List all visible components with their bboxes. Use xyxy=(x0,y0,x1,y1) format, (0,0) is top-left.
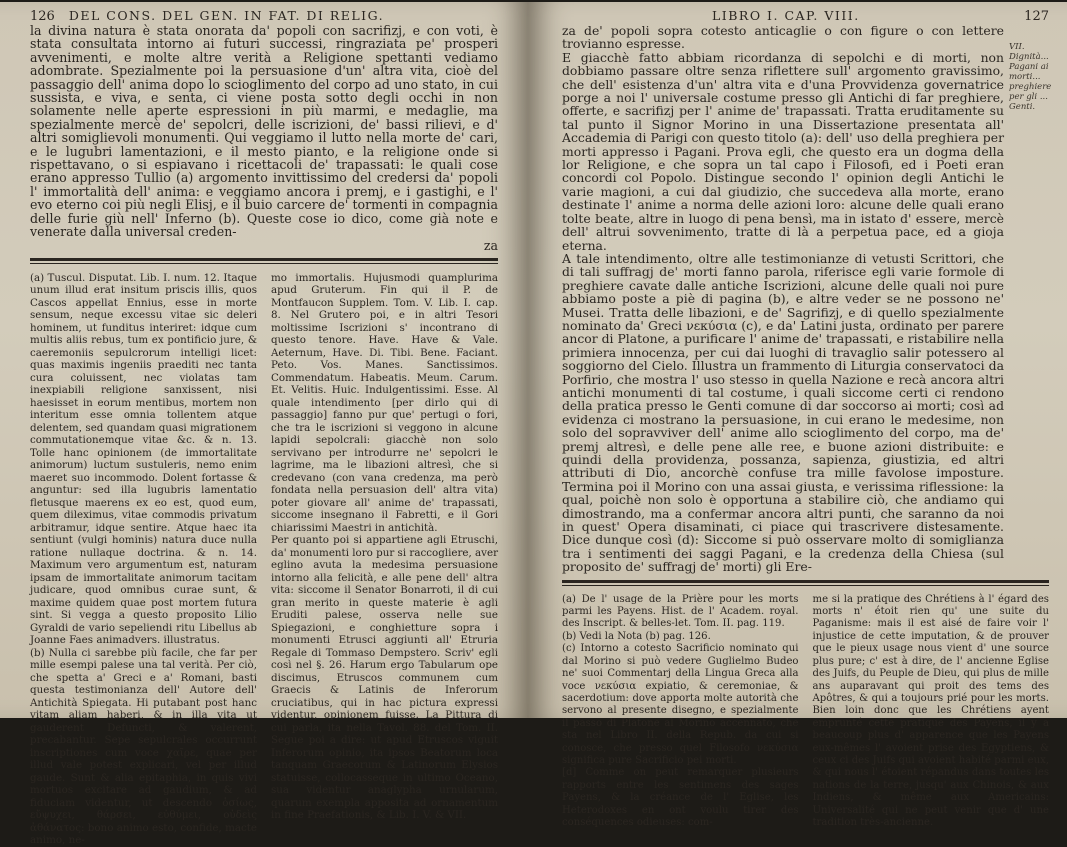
right-page-number: 127 xyxy=(1024,9,1049,24)
left-footnote-column-1 xyxy=(30,272,257,847)
left-catchword: za xyxy=(483,237,498,253)
left-footnote-text-1: (a) Tuscul. Disputat. Lib. I. num. 12. Itaque unum illud erat insitum priscis illis, quos Cascos appellat Ennius, esse in morte sensum, neque excessu vitae sic deleri hominem, ut funditus interiret: idque cum multis aliis rebus, tum ex pontificio jure, & caeremoniis sepulcrorum intelligi licet: quas maximis ingeniis praediti nec tanta cura coluissent, nec violatas tam inexpiabili religione sanxissent, nisi haesisset in eorum mentibus, mortem non interitum esse omnia tollentem atque delentem, sed quandam quasi migrationem commutationemque vitae &c. & n. 13. Tolle hanc opinionem (de immortalitate animorum) luctum sustuleris, nemo enim maeret suo incommodo. Dolent fortasse & anguntur: sed illa lugubris lamentatio fletusque maerens ex eo est, quod eum, quem dileximus, vitae commodis privatum arbitramur, idque sentire. Atque haec ita sentiunt (vulgi hominis) natura duce nulla ratione nullaque doctrina. & n. 14. Maximum vero argumentum est, naturam ipsam de immortalitate animorum tacitam judicare, quod omnibus curae sunt, & maxime quidem quae post mortem futura sint. Si vegga a questo proposito Lilio Gyraldi de vario sepeliendi ritu Libellus ab Joanne Faes animadvers. illustratus. (b) Nulla ci sarebbe più facile, che far per mille esempi palese una tal verità. Per ciò, che spetta a' Greci e a' Romani, basti questa testimonianza dell' Autore dell' Antichità Spiegata. Hi putabant post hanc vitam aliam haberi, & in illa vita ut gauderent Defuncti, & valerent, precabantur. Sepe sepulcrales occurrunt inscriptiones cum voce χαῖρε, quae per illud vale potest explicari, vel per illud gaude. Sunt & alia epitaphia, in quis vivi mortuos excitare ad gaudium, & ad fiduciam videntur, ut descendo ὁσίως, εὔψυχει, θάρσει, εὐθύμει, οὐδεὶς ἀθάνατος: bono animo esto, confide, macte animo, ne- xyxy=(30,271,257,847)
right-footnote-column-2 xyxy=(813,594,1050,830)
left-head-title: DEL CONS. DEL GEN. IN FAT. DI RELIG. xyxy=(68,8,385,23)
right-running-head xyxy=(562,8,1049,24)
right-body-paragraph: za de' popoli sopra cotesto anticaglie o con figure o con lettere trovianno espresse. E giacchè fatto abbiam ricordanza di sepolchi e di morti, non dobbiamo passare oltre senza riflettere sull' argomento gravissimo, che dell' esistenza d'un' altra vita e d'una Provvidenza governatrice porge a noi l' universale costume presso gli Antichi di far preghiere, offerte, e sacrifizj per l' anime de' trapassati. Tratta eruditamente su tal punto il Signor Morino in una Dissertazione presentata all' Accademia di Parigi con questo titolo (a): dell' uso della preghiera per morti appresso i Pagani. Prova egli, che questo era un dogma della lor Religione, e che sopra un tal capo i Filosofi, ed i Poeti eran concordi col Popolo. Distingue secondo l' opinion degli Antichi le varie magioni, a cui dal giudizio, che succedeva alla morte, erano destinate l' anime a norma delle azioni loro: alcune delle quali erano tolte beate, altre in luogo di pena bensì, ma in istato d' essere, mercè dell' altrui sovvenimento, tratte di là a perpetua pace, ed a gioja eterna. A tale intendimento, oltre alle testimonianze di vetusti Scrittori, che di tali suffragj de' morti fanno parola, riferisce egli varie formole di preghiere cavate dalle antiche Iscrizioni, alcune delle quali noi pure abbiamo poste a piè di pagina (b), e altre veder se ne possono ne' Musei. Tratta delle libazioni, e de' Sagrifizj, e di quello spezialmente nominato da' Greci νεκύσια (c), e da' Latini justa, ordinato per parere ancor di Platone, a purificare l' anime de' trapassati, e ristabilire nella primiera innocenza, per cui dai luoghi di travaglio salir potessero al soggiorno del Cielo. Illustra un frammento di Liturgia conservatoci da Porfirio, che mostra l' uso stesso in quella Nazione e recà ancora altri antichi monumenti di tal costume, i quali siccome certi ci rendono della pratica presso le Genti comune di dar soccorso ai morti; così ad evidenza ci mostrano la persuasione, in cui erano le medesime, non solo del sopravviver dell' anime allo scioglimento del corpo, ma de' premj altresì, e delle pene alle ree, e buone azioni distribuite: e quindi della providenza, possanza, sapienza, giustizia, ed altri attributi di Dio, ancorchè confuse tra mille favolose imposture. Termina poi il Morino con una assai giusta, e verissima riflessione: la qual, poichè non solo è opportuna a stabilire ciò, che andiamo qui dimostrando, ma a confermar ancora altri punti, che saranno da noi in quest' Opera disaminati, ci piace qui trascrivere distesamente. Dice dunque così (d): Siccome si può osservare molto di somiglianza tra i sentimenti dei saggi Pagani, e la credenza della Chiesa (sul proposito de' suffragj de' morti) gli Ere- xyxy=(562,23,1005,575)
right-footnote-text-2: me si la pratique des Chrétiens à l' égard des morts n' étoit rien qu' une suite du Paganisme: mais il est aisé de faire voir l' injustice de cette imputation, & de prouver que le pieux usage nous vient d' une source plus pure; c' est à dire, de l' ancienne Eglise des Juifs, du Peuple de Dieu, qui plus de mille ans auparavant qui proit des tems des Apôtres, & qui a toujours prié pour les morts. Bien loin donc que les Chrétiens ayent emprunté cette pratique des Payens, il y a beaucoup plus d' apparence que les Payens eux-mêmes l' avoient prise des Egyptiens, & ceux ci des Juifs qui avoient habité parmi eux, & qui nous l' étoient répandus dans toutes les nations de la terre, jusqu' aux Chinois, & aux Indiens, & même aux Americains: Universalité qui ne peut venir que d' une tradition très-ancienne. xyxy=(812,593,1049,828)
left-footnote-column-2 xyxy=(271,272,498,847)
left-running-head xyxy=(30,8,498,24)
left-footnote-rule xyxy=(30,258,498,264)
right-footnote-rule xyxy=(562,580,1049,586)
right-footnote-text-1: (a) De l' usage de la Prière pour les morts parmi les Payens. Hist. de l' Academ. royal. des Inscript. & belles-let. Tom. II. pag. 119. (b) Vedi la Nota (b) pag. 126. (c) Intorno a cotesto Sacrificio nominato qui dal Morino si può vedere Guglielmo Budeo ne' suoi Commentarj della Lingua Greca alla voce νεκύσια expiatio, & ceremoniae, & sacerdotium: dove apporta molte autorità che servono al presente disegno, e spezialmente il passo di Platone al Morino accennato, che sta nel Libro II. della Repub. da cui si conosce, che presso quel Filosofo νεκύσια significa pure Sacrificio pei morti. [d] Comme on peut remarquer plusieurs rapports entre les sentimens des sages Payens, & la créance de l' Eglise, les Heterodoxes en ont voulu tirer des conséquences odieuses: com- xyxy=(562,593,799,828)
right-footnote-column-1 xyxy=(562,594,799,830)
right-head-title: LIBRO I. CAP. VIII. xyxy=(712,8,860,23)
right-margin-note: VII. Dignità... Pagani ai morti... preghiere per gli ... Genti. xyxy=(1009,42,1052,112)
left-body-paragraph: la divina natura è stata onorata da' popoli con sacrifizj, e con voti, è stata consultata intorno ai futuri successi, ringraziata pe' prosperi avvenimenti, e molte altre verità a Religione spettanti vediamo adombrate. Spezialmente poi la persuasione d'un' altra vita, cioè del passaggio dell' anima dopo lo scioglimento del corpo ad uno stato, in cui sussista, e viva, e senta, ci viene posta sotto degli occhi in non solamente nelle aperte espressioni in più marmi, e medaglie, ma spezialmente mercè de' sepolcri, delle iscrizioni, de' bassi rilievi, e d' altri somiglievoli monumenti. Qui veggiamo il lutto nella morte de' cari, e le lugubri lamentazioni, e il mesto pianto, e la religione onde si rispettavano, o si espiavano i ricettacoli de' trapassati: le quali cose erano appresso Tullio (a) argomento invittissimo del credersi da' popoli l' immortalità dell' anima: e veggiamo ancora i premj, e i gastighi, e l' evo eterno coi più negli Elisj, e il buio carcere de' tormenti in compagnia delle furie giù nell' Inferno (b). Queste cose io dico, come già note e venerate dalla universal creden- xyxy=(30,23,498,240)
left-page-number: 126 xyxy=(30,9,55,24)
left-page xyxy=(0,2,528,847)
right-body-text xyxy=(562,24,1004,574)
left-footnote-text-2: mo immortalis. Hujusmodi quamplurima apud Gruterum. Fin qui il P. de Montfaucon Supplem. Tom. V. Lib. I. cap. 8. Nel Grutero poi, e in altri Tesori moltissime Iscrizioni s' incontrano di questo tenore. Have. Have & Vale. Aeternum, Have. Di. Tibi. Bene. Faciant. Peto. Vos. Manes. Sanctissimos. Commendatum. Habeatis. Meum. Carum. Et. Velitis. Huic. Indulgentissimi. Esse. Al quale intendimento [per dirlo qui di passaggio] fanno pur que' pertugi o fori, che tra le iscrizioni si veggono in alcune lapidi sepolcrali: giacchè non solo servivano per introdurre ne' sepolcri le lagrime, ma le libazioni altresì, che si credevano (con vana credenza, ma però fondata nella persuasion dell' altra vita) poter giovare all' anime de' trapassati, siccome insegnano il Fabretti, e il Gori chiarissimi Maestri in antichità. Per quanto poi si appartiene agli Etruschi, da' monumenti loro pur si raccogliere, aver eglino avuta la medesima persuasione intorno alla felicità, e alle pene dell' altra vita: siccome il Senator Bonarroti, il di cui gran merito in queste materie è agli Eruditi palese, osserva nelle sue Spiegazioni, e conghietture sopra i monumenti Etrusci aggiunti all' Etruria Regale di Tommaso Dempstero. Scriv' egli così nel §. 26. Harum ergo Tabularum ope discimus, Etruscos communem cum Graecis & Latinis de Inferorum cruciatibus, qui in hac pictura expressi videntur, opinionem fuisse. La Pittura di cui parla, ita nella Tavol. 88. del Tom. II. Segue poi a dire: ut apud Etruscos viguit Inferorum opinio, ita ipsos Beatorum loca tanquam Graecorum & Latinorum Elysios statuisse, collocasseque in ultimo Oceano, sua videntur anaglypha urnularum, quarum exempla apposita ad ornamentum in fine Praefationis, & Lib. I. V. & VII. xyxy=(271,271,499,822)
right-footnotes xyxy=(562,594,1049,830)
left-body-text xyxy=(30,24,498,252)
right-body xyxy=(562,23,1052,575)
right-page xyxy=(528,2,1067,828)
left-footnotes xyxy=(30,272,498,847)
